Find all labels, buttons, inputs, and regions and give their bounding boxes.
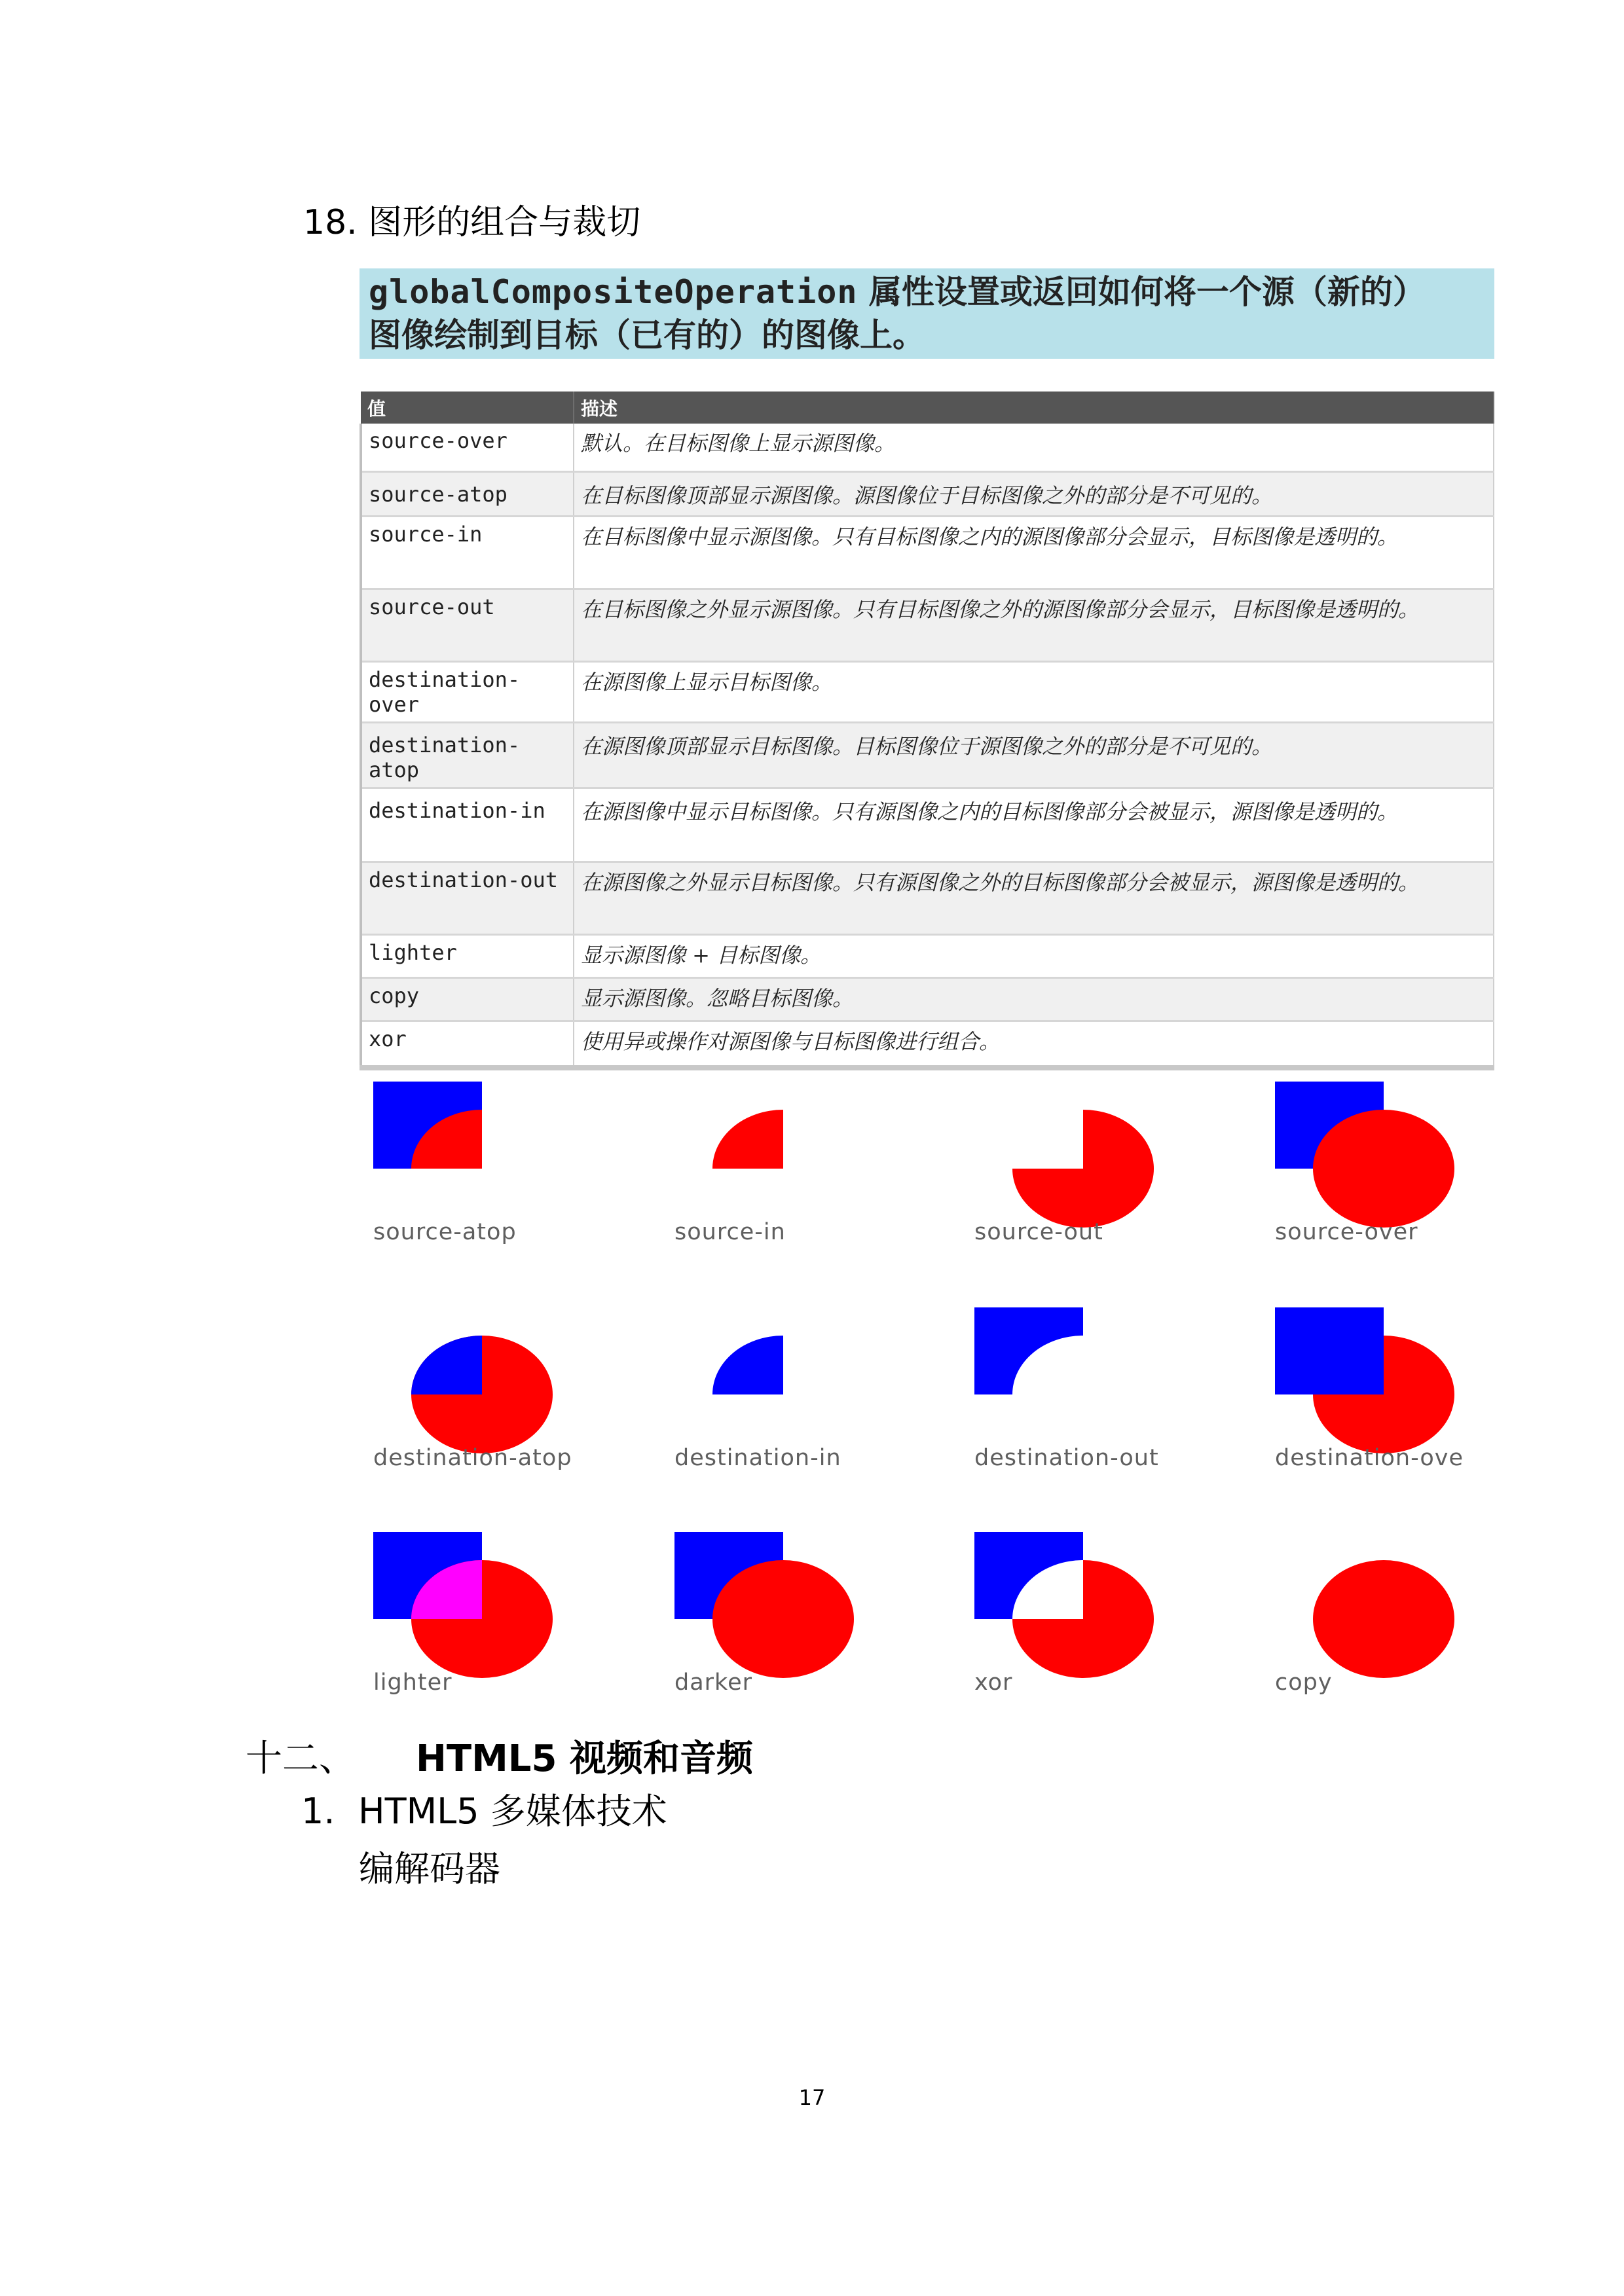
demo-dest-square bbox=[1275, 1307, 1384, 1394]
row-desc: 在目标图像顶部显示源图像。源图像位于目标图像之外的部分是不可见的。 bbox=[574, 471, 1494, 516]
row-desc: 在源图像顶部显示目标图像。目标图像位于源图像之外的部分是不可见的。 bbox=[574, 722, 1494, 788]
caption-destination-over: destination-ove bbox=[1275, 1445, 1464, 1471]
caption-copy: copy bbox=[1275, 1669, 1333, 1696]
row-key: copy bbox=[361, 977, 574, 1021]
row-desc: 在源图像中显示目标图像。只有源图像之内的目标图像部分会被显示，源图像是透明的。 bbox=[574, 788, 1494, 862]
row-desc: 在目标图像之外显示源图像。只有目标图像之外的源图像部分会显示，目标图像是透明的。 bbox=[574, 589, 1494, 661]
section-number: 十二、 bbox=[246, 1738, 356, 1780]
demo-lighter bbox=[373, 1532, 553, 1678]
row-key: source-atop bbox=[361, 471, 574, 516]
demo-src-circle bbox=[1012, 1560, 1154, 1678]
header-value: 值 bbox=[361, 392, 574, 424]
row-key: source-in bbox=[361, 516, 574, 589]
caption-source-atop: source-atop bbox=[373, 1219, 517, 1245]
demo-source-out bbox=[1012, 1110, 1154, 1228]
demo-src-circle bbox=[712, 1560, 854, 1678]
demo-destination-over bbox=[1275, 1307, 1454, 1453]
row-key: destination-out bbox=[361, 862, 574, 934]
demo-source-atop bbox=[373, 1082, 553, 1228]
list-text: HTML5 多媒体技术 bbox=[358, 1791, 667, 1832]
row-key: lighter bbox=[361, 934, 574, 977]
demo-src-circle bbox=[1313, 1560, 1454, 1678]
demo-src-circle bbox=[1012, 1110, 1154, 1228]
banner-line-2: 图像绘制到目标（已有的）的图像上。 bbox=[369, 316, 925, 354]
row-desc: 在目标图像中显示源图像。只有目标图像之内的源图像部分会显示，目标图像是透明的。 bbox=[574, 516, 1494, 589]
demo-xor bbox=[974, 1532, 1154, 1678]
demo-destination-out bbox=[974, 1307, 1083, 1394]
demo-source-over bbox=[1275, 1082, 1454, 1228]
caption-source-over: source-over bbox=[1275, 1219, 1418, 1245]
demo-destination-atop bbox=[411, 1336, 553, 1453]
row-desc: 在源图像之外显示目标图像。只有源图像之外的目标图像部分会被显示，源图像是透明的。 bbox=[574, 862, 1494, 934]
caption-source-in: source-in bbox=[674, 1219, 786, 1245]
row-key: destination-atop bbox=[361, 722, 574, 788]
demo-src-circle bbox=[712, 1110, 854, 1228]
row-desc: 默认。在目标图像上显示源图像。 bbox=[574, 424, 1494, 471]
banner-code: globalCompositeOperation bbox=[369, 273, 858, 311]
row-key: destination-over bbox=[361, 661, 574, 722]
caption-destination-atop: destination-atop bbox=[373, 1445, 572, 1471]
caption-darker: darker bbox=[674, 1669, 752, 1696]
caption-xor: xor bbox=[974, 1669, 1013, 1696]
row-key: source-over bbox=[361, 424, 574, 471]
demo-src-circle bbox=[1313, 1110, 1454, 1228]
row-desc: 使用异或操作对源图像与目标图像进行组合。 bbox=[574, 1021, 1494, 1068]
list-number: 1. bbox=[301, 1791, 335, 1832]
caption-lighter: lighter bbox=[373, 1669, 452, 1696]
caption-source-out: source-out bbox=[974, 1219, 1103, 1245]
list-item bbox=[301, 1787, 667, 1836]
demo-copy bbox=[1313, 1560, 1454, 1678]
row-desc: 显示源图像。忽略目标图像。 bbox=[574, 977, 1494, 1021]
row-key: xor bbox=[361, 1021, 574, 1068]
demo-darker bbox=[674, 1532, 854, 1678]
section-heading-18: 18. 图形的组合与裁切 bbox=[303, 203, 641, 242]
header-description: 描述 bbox=[574, 392, 1494, 424]
demo-src-circle bbox=[411, 1110, 553, 1228]
demo-destination-in bbox=[712, 1336, 854, 1453]
list-subitem: 编解码器 bbox=[359, 1848, 500, 1889]
page-number: 17 bbox=[798, 2085, 826, 2110]
demo-dest-square bbox=[974, 1307, 1083, 1394]
banner-line-1-text: 属性设置或返回如何将一个源（新的） bbox=[857, 272, 1426, 311]
section-heading-12 bbox=[246, 1735, 753, 1783]
row-desc: 显示源图像 + 目标图像。 bbox=[574, 934, 1494, 977]
row-key: source-out bbox=[361, 589, 574, 661]
caption-destination-in: destination-in bbox=[674, 1445, 841, 1471]
row-key: destination-in bbox=[361, 788, 574, 862]
section-title: HTML5 视频和音频 bbox=[416, 1738, 753, 1780]
demo-dest-square bbox=[974, 1532, 1083, 1619]
caption-destination-out: destination-out bbox=[974, 1445, 1159, 1471]
row-desc: 在源图像上显示目标图像。 bbox=[574, 661, 1494, 722]
demo-source-in bbox=[712, 1110, 854, 1228]
demo-dest-square bbox=[712, 1336, 854, 1453]
